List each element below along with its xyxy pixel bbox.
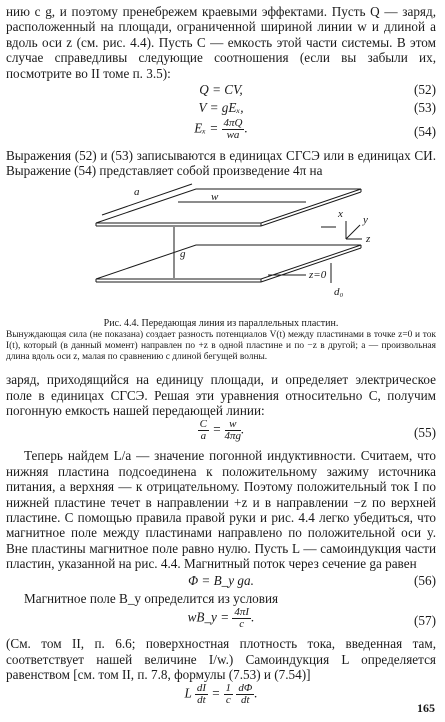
equation-53 [6,100,436,117]
equation-57-number: (57) [414,613,436,629]
equation-57-fraction: $\frac{4\pi I}{c}$ [234,606,250,631]
equation-54-lhs: Eₓ = [194,120,219,136]
equation-55: $\frac{C}{a}$ = $\frac{w}{4\pi g}$ . (55) [199,418,436,443]
equation-52-number: (52) [414,82,436,98]
equation-52 [6,82,436,99]
equation-52-expr: Q = CV, [199,82,243,98]
label-w: w [211,190,219,203]
paragraph-6: (См. том II, п. 6.6; поверхностная плотность тока, введенная там, соответствует нашей величине I/w.) Самоиндукция L определяется равенством [см. том II, п. 7.8, формулы (7.53) и (7.54)] [6,636,436,682]
label-g: g [180,247,186,260]
label-x: x [338,207,343,220]
label-d0: d₀ [334,285,344,298]
page-number: 165 [417,700,435,715]
equation-57-lhs: wB_y = [187,609,230,625]
equation-56-expr: Φ = B_y ga. [188,572,254,588]
page-content [6,4,436,712]
paragraph-4: Теперь найдем L/a — значение погонной индуктивности. Считаем, что нижняя пластина подсоединена к положительному зажиму источника питания, а верхняя — к отрицательному. Поэтому положительный ток I по нижней пластине течет в направлении +z и в направлении −z по верхней пластине. С помощью правила правой руки и рис. 4.4 легко убедиться, что магнитное поле между пластинами направлено по положительной оси y. Вне пластины магнитное поле равно нулю. Пусть L — самоиндукция части пластин, указанной на рис. 4.4. Магнитный поток через сечение ga равен [6,448,436,572]
figure-caption [6,319,436,362]
equation-55-left-fraction: $\frac{C}{a}$ [199,418,208,443]
caption-title: Рис. 4.4. Передающая линия из параллельных пластин. [103,317,339,329]
label-z: z [366,232,371,245]
equation-54-tail: . [244,120,248,136]
label-z0: z=0 [309,268,327,281]
label-y: y [363,213,368,226]
paragraph-5: Магнитное поле B_y определится из условия [24,590,279,606]
equation-54-denominator: wa [226,129,240,142]
paragraph-2: Выражения (52) и (53) записываются в единицах СГСЭ или в единицах СИ. Выражение (54) представляет собой произведение 4π на [6,148,436,179]
equation-55-right-fraction: $\frac{w}{4\pi g}$ [224,418,242,443]
equation-58: L $\frac{dI}{dt}$ = $\frac{1}{c}$ $\frac{d\Phi}{dt}$ . [184,682,258,707]
caption-text: Вынуждающая сила (не показана) создает разность потенциалов V(t) между пластинами в точке z=0 и ток I(t), который (в данный момент) направлен по +z в одной пластине и по −z в другой; a — произвольная длина вдоль оси z, малая по сравнению с длиной бегущей волны. [6,330,436,362]
equation-54 [6,118,436,146]
equation-54-fraction [222,117,248,142]
equation-54-number: (54) [414,124,436,140]
figure-4-4 [6,179,436,317]
equation-56 [6,573,436,590]
equation-53-number: (53) [414,100,436,116]
parallel-plates-diagram [6,179,436,317]
equation-53-expr: V = gEₓ, [198,100,244,116]
equation-54-numerator: 4πQ [223,117,243,130]
paragraph-3: заряд, приходящийся на единицу площади, и определяет электрическое поле в единицах СГСЭ. Решая эти уравнения относительно C, получим погонную емкость нашей передающей линии: [6,372,436,419]
equation-57: wB_y = $\frac{4\pi I}{c}$ . (57) [187,606,436,631]
label-a: a [134,185,140,198]
equation-55-number: (55) [414,425,436,441]
paragraph-1: нию с g, и поэтому пренебрежем краевыми эффектами. Пусть Q — заряд, расположенный на площади, ограниченной шириной линии w и длиной a вдоль оси z (см. рис. 4.4). Пусть C — емкость этой части системы. В этом случае справедливы следующие соотношения (если вы забыли их, посмотрите во II томе п. 3.5): [6,4,436,81]
equation-56-number: (56) [414,572,436,588]
